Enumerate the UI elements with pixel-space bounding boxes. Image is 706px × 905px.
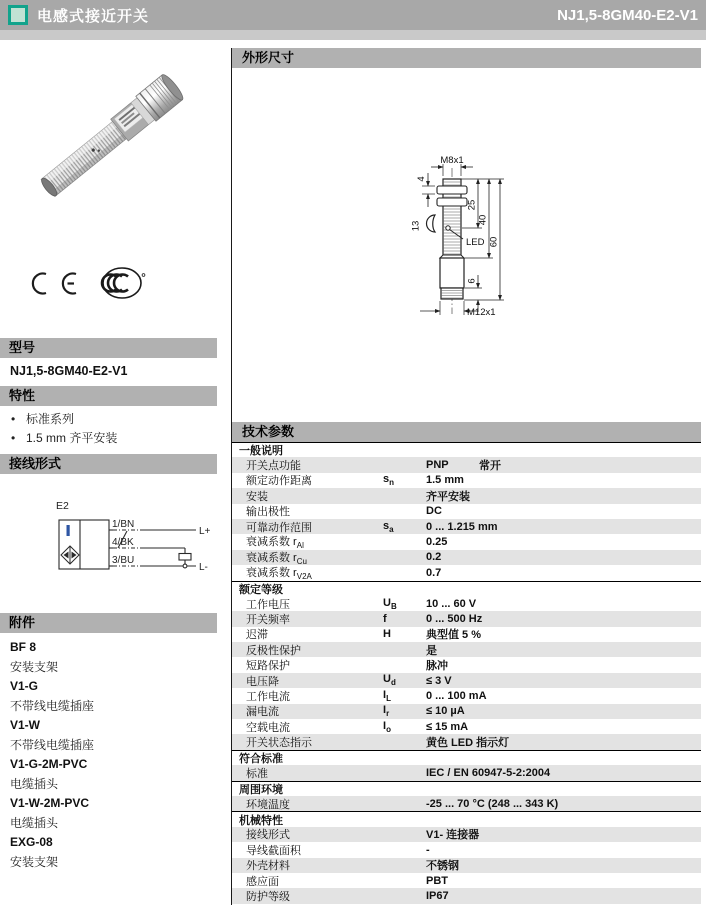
- tech-param-name: 迟滞: [246, 629, 268, 642]
- feature-list: [0, 410, 217, 448]
- tech-param-value: 0 ... 500 Hz: [426, 612, 483, 625]
- tech-param-name: 导线截面积: [246, 844, 301, 857]
- wiring-diagram: [0, 474, 217, 592]
- dim-40: 40: [477, 214, 489, 226]
- tech-row: [232, 596, 701, 611]
- tech-row: [232, 796, 701, 811]
- wrench-icon: [427, 215, 436, 232]
- tech-param-value: ≤ 10 µA: [426, 705, 465, 718]
- tech-param-value: 黄色 LED 指示灯: [426, 737, 510, 750]
- tech-param-symbol: $I_o$: [383, 719, 391, 734]
- tech-param-name: 电压降: [246, 675, 279, 688]
- tech-param-name: 开关状态指示: [246, 737, 312, 750]
- tech-param-value: 0 ... 1.215 mm: [426, 520, 498, 533]
- section-header-connection: 接线形式: [0, 454, 217, 474]
- wire-pin1-label: 1/BN: [112, 519, 135, 530]
- tech-row: [232, 688, 701, 703]
- output-symbol: [67, 525, 70, 536]
- tech-param-name: 衰减系数 $r_{V2A}$: [246, 567, 312, 582]
- accessory-name: BF 8: [10, 640, 37, 654]
- accessory-list: [0, 633, 217, 872]
- tech-param-name: 外壳材料: [246, 860, 290, 873]
- tech-row: [232, 457, 701, 472]
- tech-row: [232, 657, 701, 672]
- tech-param-name: 衰减系数 $r_{Cu}$: [246, 551, 307, 567]
- tech-row: [232, 858, 701, 873]
- sensor-body-illustration: [36, 72, 186, 202]
- tech-param-value: 典型值 5 %: [426, 629, 482, 642]
- tech-param-name: 安装: [246, 490, 268, 503]
- sensor-symbol: [61, 546, 79, 564]
- tech-row: [232, 873, 701, 888]
- right-column: [231, 48, 701, 905]
- product-type-title: 电感式接近开关: [37, 7, 150, 25]
- product-photo: [0, 48, 217, 333]
- accessory-desc: 不带线电缆插座: [10, 737, 95, 752]
- terminal-lplus-label: L+: [199, 526, 211, 537]
- tech-param-value: -: [426, 843, 430, 856]
- tech-row: [232, 888, 701, 903]
- tech-row: [232, 765, 701, 780]
- tech-param-name: 短路保护: [246, 660, 290, 673]
- tech-param-value: ≤ 15 mA: [426, 720, 469, 733]
- tech-section-header: 符合标准: [232, 750, 701, 765]
- section-header-features: 特性: [0, 386, 217, 406]
- section-header-model: 型号: [0, 338, 217, 358]
- tech-param-name: 防护等级: [246, 891, 290, 904]
- accessory-name: EXG-08: [10, 835, 53, 849]
- dim-25: 25: [466, 199, 478, 211]
- dim-thread-bottom: M12x1: [467, 307, 496, 318]
- dim-60: 60: [488, 236, 500, 248]
- section-header-dimensions: 外形尺寸: [232, 48, 701, 68]
- wiring-diagram-label: E2: [56, 500, 69, 512]
- tech-param-value: 0.7: [426, 566, 442, 579]
- tech-param-symbol: H: [383, 628, 391, 641]
- tech-row: [232, 565, 701, 580]
- tech-row: [232, 827, 701, 842]
- tech-param-symbol: $I_L$: [383, 688, 391, 704]
- tech-section-header: 周围环境: [232, 781, 701, 796]
- tech-param-symbol: $U_d$: [383, 673, 396, 688]
- tech-param-name: 环境温度: [246, 798, 290, 811]
- accessory-desc: 不带线电缆插座: [10, 698, 95, 713]
- tech-param-name: 工作电压: [246, 598, 290, 611]
- tech-param-value: IP67: [426, 890, 449, 903]
- tech-param-value: V1- 连接器: [426, 829, 480, 842]
- tech-row: [232, 473, 701, 488]
- tech-param-value: 1.5 mm: [426, 474, 464, 487]
- dim-led-label: LED: [466, 237, 485, 248]
- wire-pin3-label: 3/BU: [112, 555, 135, 566]
- tech-param-value: 脉冲: [426, 660, 448, 673]
- tech-param-value: 齐平安装: [426, 490, 470, 503]
- accessory-name: V1-G-2M-PVC: [10, 757, 88, 771]
- tech-param-name: 衰减系数 $r_{Al}$: [246, 536, 304, 551]
- tech-row: [232, 642, 701, 657]
- tech-param-symbol: $I_r$: [383, 704, 390, 719]
- tech-row: [232, 734, 701, 749]
- tech-param-value: DC: [426, 505, 442, 518]
- dim-6: 6: [466, 278, 478, 284]
- tech-param-name: 空载电流: [246, 721, 290, 734]
- model-number-value: NJ1,5-8GM40-E2-V1: [10, 364, 128, 378]
- tech-param-value: PBT: [426, 874, 448, 887]
- tech-param-value: 10 ... 60 V: [426, 597, 477, 610]
- section-header-tech: 技术参数: [232, 422, 701, 442]
- tech-section-header: 额定等级: [232, 581, 701, 596]
- accessory-name: V1-W: [10, 718, 40, 732]
- tech-param-value: 0.25: [426, 536, 448, 549]
- tech-row: [232, 627, 701, 642]
- feature-item: • 1.5 mm 齐平安装: [0, 429, 217, 448]
- tech-param-value: ≤ 3 V: [426, 674, 452, 687]
- ce-mark-icon: [33, 274, 76, 294]
- tech-param-name: 感应面: [246, 875, 279, 888]
- tech-row: [232, 519, 701, 534]
- tech-param-name: 标准: [246, 767, 268, 780]
- tech-param-symbol: f: [383, 612, 387, 625]
- tech-param-value: 是: [426, 644, 437, 657]
- brand-square-icon: [8, 5, 28, 25]
- tech-section-header: 一般说明: [232, 442, 701, 457]
- terminal-lminus-label: L-: [199, 562, 208, 573]
- tech-param-name: 接线形式: [246, 829, 290, 842]
- tech-param-symbol: $U_B$: [383, 596, 397, 611]
- dim-13: 13: [410, 220, 422, 232]
- tech-param-name: 漏电流: [246, 706, 279, 719]
- dimension-drawing: [232, 68, 701, 417]
- tech-row: [232, 719, 701, 734]
- header-substrip: [0, 30, 706, 40]
- wire-pin4-label: 4/BK: [112, 537, 134, 548]
- accessory-name: V1-W-2M-PVC: [10, 796, 90, 810]
- accessory-desc: 安装支架: [10, 659, 59, 674]
- tech-param-value: -25 ... 70 °C (248 ... 343 K): [426, 797, 559, 810]
- hex-nut: [437, 198, 467, 206]
- accessory-name: V1-G: [10, 679, 39, 693]
- tech-table: [232, 442, 701, 904]
- tech-row: [232, 673, 701, 688]
- tech-param-name: 工作电流: [246, 690, 290, 703]
- tech-row: [232, 488, 701, 503]
- tech-param-value: 不锈钢: [426, 860, 459, 873]
- dim-thread-top: M8x1: [440, 155, 464, 166]
- header-model-number: NJ1,5-8GM40-E2-V1: [557, 6, 698, 24]
- tech-param-value: IEC / EN 60947-5-2:2004: [426, 766, 551, 779]
- tech-param-name: 开关频率: [246, 614, 290, 626]
- tech-param-value: PNP: [426, 459, 449, 472]
- tech-row: [232, 842, 701, 857]
- tech-param-value: 0.2: [426, 551, 442, 564]
- tech-section-header: 机械特性: [232, 811, 701, 826]
- content-columns: [0, 40, 706, 905]
- accessory-desc: 安装支架: [10, 854, 59, 869]
- page-header: [0, 0, 706, 30]
- tech-param-value: 0 ... 100 mA: [426, 689, 487, 702]
- tech-param-name: 额定动作距离: [246, 475, 312, 488]
- tech-row: [232, 504, 701, 519]
- accessory-desc: 电缆插头: [10, 776, 59, 791]
- dim-4: 4: [416, 176, 427, 182]
- tech-param-name: 开关点功能: [246, 460, 301, 473]
- tech-row: [232, 534, 701, 549]
- left-column: [0, 48, 217, 905]
- tech-row: [232, 704, 701, 719]
- tech-param-value2: 常开: [479, 460, 501, 473]
- tech-row: [232, 550, 701, 565]
- tech-param-name: 反极性保护: [246, 644, 301, 657]
- ccc-mark-icon: [102, 268, 145, 298]
- hex-nut: [437, 186, 467, 194]
- accessory-desc: 电缆插头: [10, 815, 59, 830]
- tech-param-name: 可靠动作范围: [246, 521, 312, 534]
- tech-param-symbol: $s_a$: [383, 519, 394, 534]
- tech-row: [232, 611, 701, 626]
- tech-param-name: 输出极性: [246, 506, 290, 519]
- section-header-accessories: 附件: [0, 613, 217, 633]
- tech-param-symbol: $s_n$: [383, 473, 395, 488]
- feature-item: • 标准系列: [0, 410, 217, 429]
